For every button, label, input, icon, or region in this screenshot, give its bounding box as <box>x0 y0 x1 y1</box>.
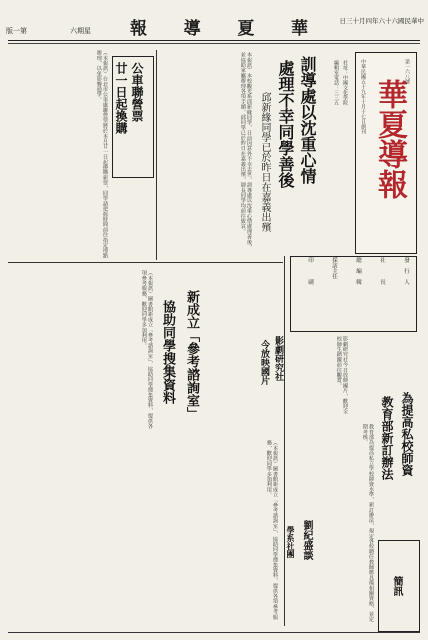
library-headline-1: 新成立「參考諮詢室」 <box>184 290 199 420</box>
nameplate-reg: 中華民國五十九年十月十七日創刊 <box>360 59 366 134</box>
issue-date: 日三十月四年六十六國民華中 <box>339 17 424 25</box>
lower-left-text: （本報訊）圖書館新成立「參考諮詢室」，協助同學搜集資料，提供各項參考服務，歡迎同學多加利用。 <box>265 440 278 620</box>
column-rule <box>284 256 285 626</box>
main-headline-1: 訓導處以沈重心情 <box>298 56 317 184</box>
speaker-headline-1: 劉紀盛談 <box>301 520 312 560</box>
library-headline-2: 協助同學搜集資料 <box>160 300 175 404</box>
masthead <box>0 14 428 40</box>
bus-headline-2: 廿一日起換購 <box>114 62 128 134</box>
staff-row: 印 刷 <box>307 257 313 285</box>
film-article-text: 影劇研究社今日放映國片，歡迎全校師生踴躍前往觀賞。 <box>335 336 348 414</box>
education-headline-1: 為提高私校師資 <box>400 392 414 476</box>
nameplate-issue: 第一六八號 <box>404 59 410 84</box>
main-headline-2: 處理不幸同學善後 <box>276 60 295 188</box>
nameplate-title: 華夏導報 <box>372 79 407 199</box>
bottom-rule <box>8 632 420 633</box>
masthead-char: 夏 <box>237 19 257 39</box>
speaker-headline-2: 學系社團 <box>286 526 296 558</box>
brief-title: 簡訊 <box>391 576 402 596</box>
bus-article-text: （本報訊）台北市公車處聯營票將於本月廿一日起換購新票，同學請把握時間前往指定地點辦理，以免影響通學。 <box>95 50 108 258</box>
publisher-line: 社址：中國文化學院 <box>342 60 348 105</box>
education-headline-2: 教育部新訂辦法 <box>380 396 394 480</box>
section-rule <box>8 262 283 263</box>
education-article-text: 教育部為提高私立學校師資水準，新訂辦法，規定各校聘任教師應具備相關資格，並定期考核。 <box>361 424 374 622</box>
nameplate-box <box>355 52 417 254</box>
library-article-text: （本報訊）圖書館新成立「參考諮詢室」，協助同學搜集資料，提供各項參考服務，歡迎同學多加利用。 <box>140 270 153 429</box>
staff-row: 發 行 人 <box>403 257 409 285</box>
edition-label: 版一第 <box>6 27 27 35</box>
staff-row: 社 長 <box>379 257 385 285</box>
main-article-text: 本報訊）本校觀光系邱新緣同學，日前因意外不幸去世，訓導處以沈重心情處理善後，並協助家屬辦理各項手續。邱同學已於昨日在嘉義出殯，師長同學均前往致哀。 <box>239 52 252 250</box>
film-headline-2: 今放映國片 <box>259 340 269 385</box>
masthead-char: 華 <box>290 19 310 39</box>
masthead-char: 導 <box>183 19 203 39</box>
staff-box <box>290 256 417 332</box>
weekday-label: 六期星 <box>70 27 91 35</box>
bus-headline-1: 公車聯營票 <box>130 62 144 122</box>
top-rule-thin <box>8 43 420 44</box>
column-rule <box>156 50 157 260</box>
top-rule <box>8 40 420 41</box>
main-subheadline: 邱新緣同學已於昨日在嘉義出殯 <box>259 92 270 232</box>
film-headline-1: 影劇研究社 <box>273 336 283 381</box>
staff-row: 採訪主任 <box>331 257 337 279</box>
staff-row: 總 編 輯 <box>355 257 361 285</box>
masthead-title <box>130 14 310 39</box>
phone-line: 編輯室電話：三三五 <box>333 60 339 105</box>
masthead-char: 報 <box>130 19 149 39</box>
